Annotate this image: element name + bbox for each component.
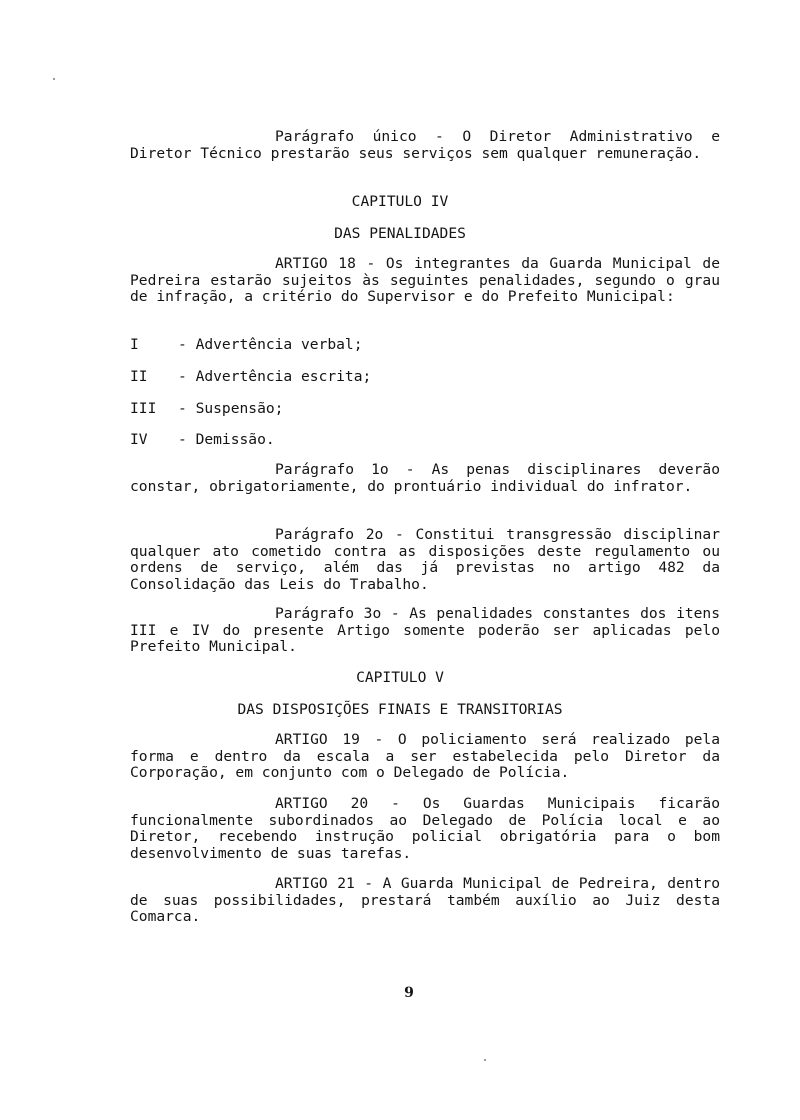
penalty-item [130, 337, 363, 354]
penalty-numeral: III [130, 400, 157, 417]
article-21: ARTIGO 21 - A Guarda Municipal de Pedreira, dentro de suas possibilidades, prestará também auxílio ao Juiz desta Comarca. [130, 875, 720, 925]
penalty-text: - Advertência escrita; [178, 368, 372, 385]
penalty-text: - Advertência verbal; [178, 336, 363, 353]
chapter-heading: CAPITULO IV [351, 193, 449, 210]
penalty-item [130, 369, 371, 386]
article-18: ARTIGO 18 - Os integrantes da Guarda Municipal de Pedreira estarão sujeitos às seguintes penalidades, segundo o grau de infração, a critério do Supervisor e do Prefeito Municipal: [130, 255, 720, 305]
scan-speck [484, 1059, 486, 1061]
paragraph-unico: Parágrafo único - O Diretor Administrativo e Diretor Técnico prestarão seus serviços sem qualquer remuneração. [130, 128, 720, 162]
article-20: ARTIGO 20 - Os Guardas Municipais ficarão funcionalmente subordinados ao Delegado de Polícia local e ao Diretor, recebendo instrução policial obrigatória para o bom desenvolvimento de suas tarefas. [130, 795, 720, 862]
chapter-title: DAS DISPOSIÇÕES FINAIS E TRANSITORIAS [237, 701, 563, 718]
penalty-item [130, 432, 275, 449]
paragraph-3: Parágrafo 3o - As penalidades constantes dos itens III e IV do presente Artigo somente poderão ser aplicadas pelo Prefeito Municipal. [130, 605, 720, 655]
penalty-item [130, 401, 283, 418]
penalty-text: - Suspensão; [178, 400, 284, 417]
paragraph-2: Parágrafo 2o - Constitui transgressão disciplinar qualquer ato cometido contra as disposições deste regulamento ou ordens de serviço, além das já previstas no artigo 482 da Consolidação das Leis do Trabalho. [130, 526, 720, 593]
page-number: 9 [404, 985, 414, 1001]
penalty-numeral: II [130, 368, 148, 385]
penalty-numeral: IV [130, 431, 148, 448]
paragraph-1: Parágrafo 1o - As penas disciplinares deverão constar, obrigatoriamente, do prontuário individual do infrator. [130, 461, 720, 495]
penalty-numeral: I [130, 336, 139, 353]
chapter-title: DAS PENALIDADES [334, 225, 466, 242]
penalty-text: - Demissão. [178, 431, 275, 448]
article-19: ARTIGO 19 - O policiamento será realizado pela forma e dentro da escala a ser estabelecida pelo Diretor da Corporação, em conjunto com o Delegado de Polícia. [130, 731, 720, 781]
scan-speck [53, 78, 55, 80]
chapter-heading: CAPITULO V [356, 669, 444, 686]
